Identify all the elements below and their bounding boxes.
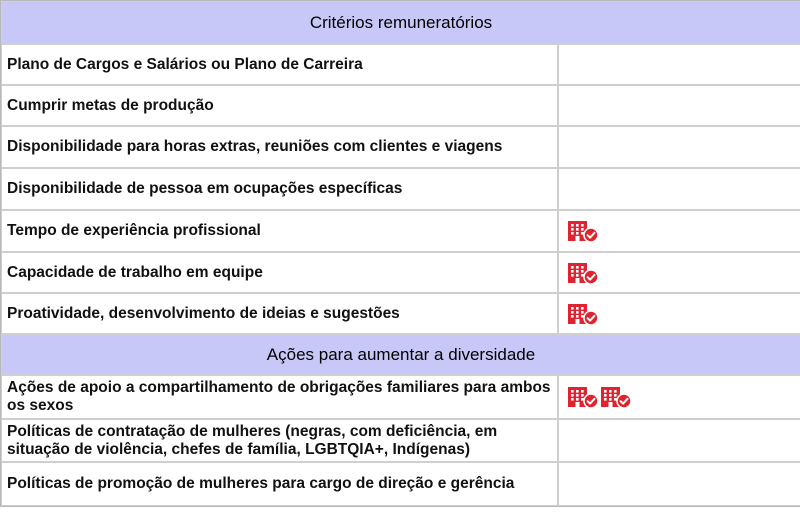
section-title: Critérios remuneratórios [1,1,800,44]
badge-cell [558,419,800,462]
criterion-label: Políticas de contratação de mulheres (negras, com deficiência, em situação de violência, chefes de família, LGBTQIA+, Indígenas) [1,419,558,462]
criterion-label: Plano de Cargos e Salários ou Plano de Carreira [1,44,558,85]
table-row [1,375,800,419]
criterion-label: Disponibilidade para horas extras, reuniões com clientes e viagens [1,126,558,168]
company-checked-icon [567,303,599,325]
table-row [1,419,800,462]
badge-cell [558,85,800,126]
section-header-row [1,1,800,44]
badge-cell [558,44,800,85]
criterion-label: Proatividade, desenvolvimento de ideias e sugestões [1,293,558,334]
table-row [1,44,800,85]
criterion-label: Capacidade de trabalho em equipe [1,252,558,293]
badge-cell [558,168,800,210]
criterion-label: Cumprir metas de produção [1,85,558,126]
criterion-label: Ações de apoio a compartilhamento de obrigações familiares para ambos os sexos [1,375,558,419]
badge-cell [558,462,800,506]
company-checked-icon [567,220,599,242]
company-checked-icon [567,262,599,284]
badge-cell [558,293,800,334]
table-row [1,85,800,126]
section-title: Ações para aumentar a diversidade [1,334,800,375]
criterion-label: Disponibilidade de pessoa em ocupações específicas [1,168,558,210]
company-checked-icon [567,386,599,408]
table-row [1,126,800,168]
criterion-label: Políticas de promoção de mulheres para cargo de direção e gerência [1,462,558,506]
criterion-label: Tempo de experiência profissional [1,210,558,252]
badge-cell [558,210,800,252]
company-checked-icon [600,386,632,408]
table-row [1,210,800,252]
badge-cell [558,252,800,293]
table-row [1,252,800,293]
badge-cell [558,126,800,168]
table-row [1,168,800,210]
badge-cell [558,375,800,419]
section-header-row [1,334,800,375]
table-row [1,293,800,334]
table-row [1,462,800,506]
